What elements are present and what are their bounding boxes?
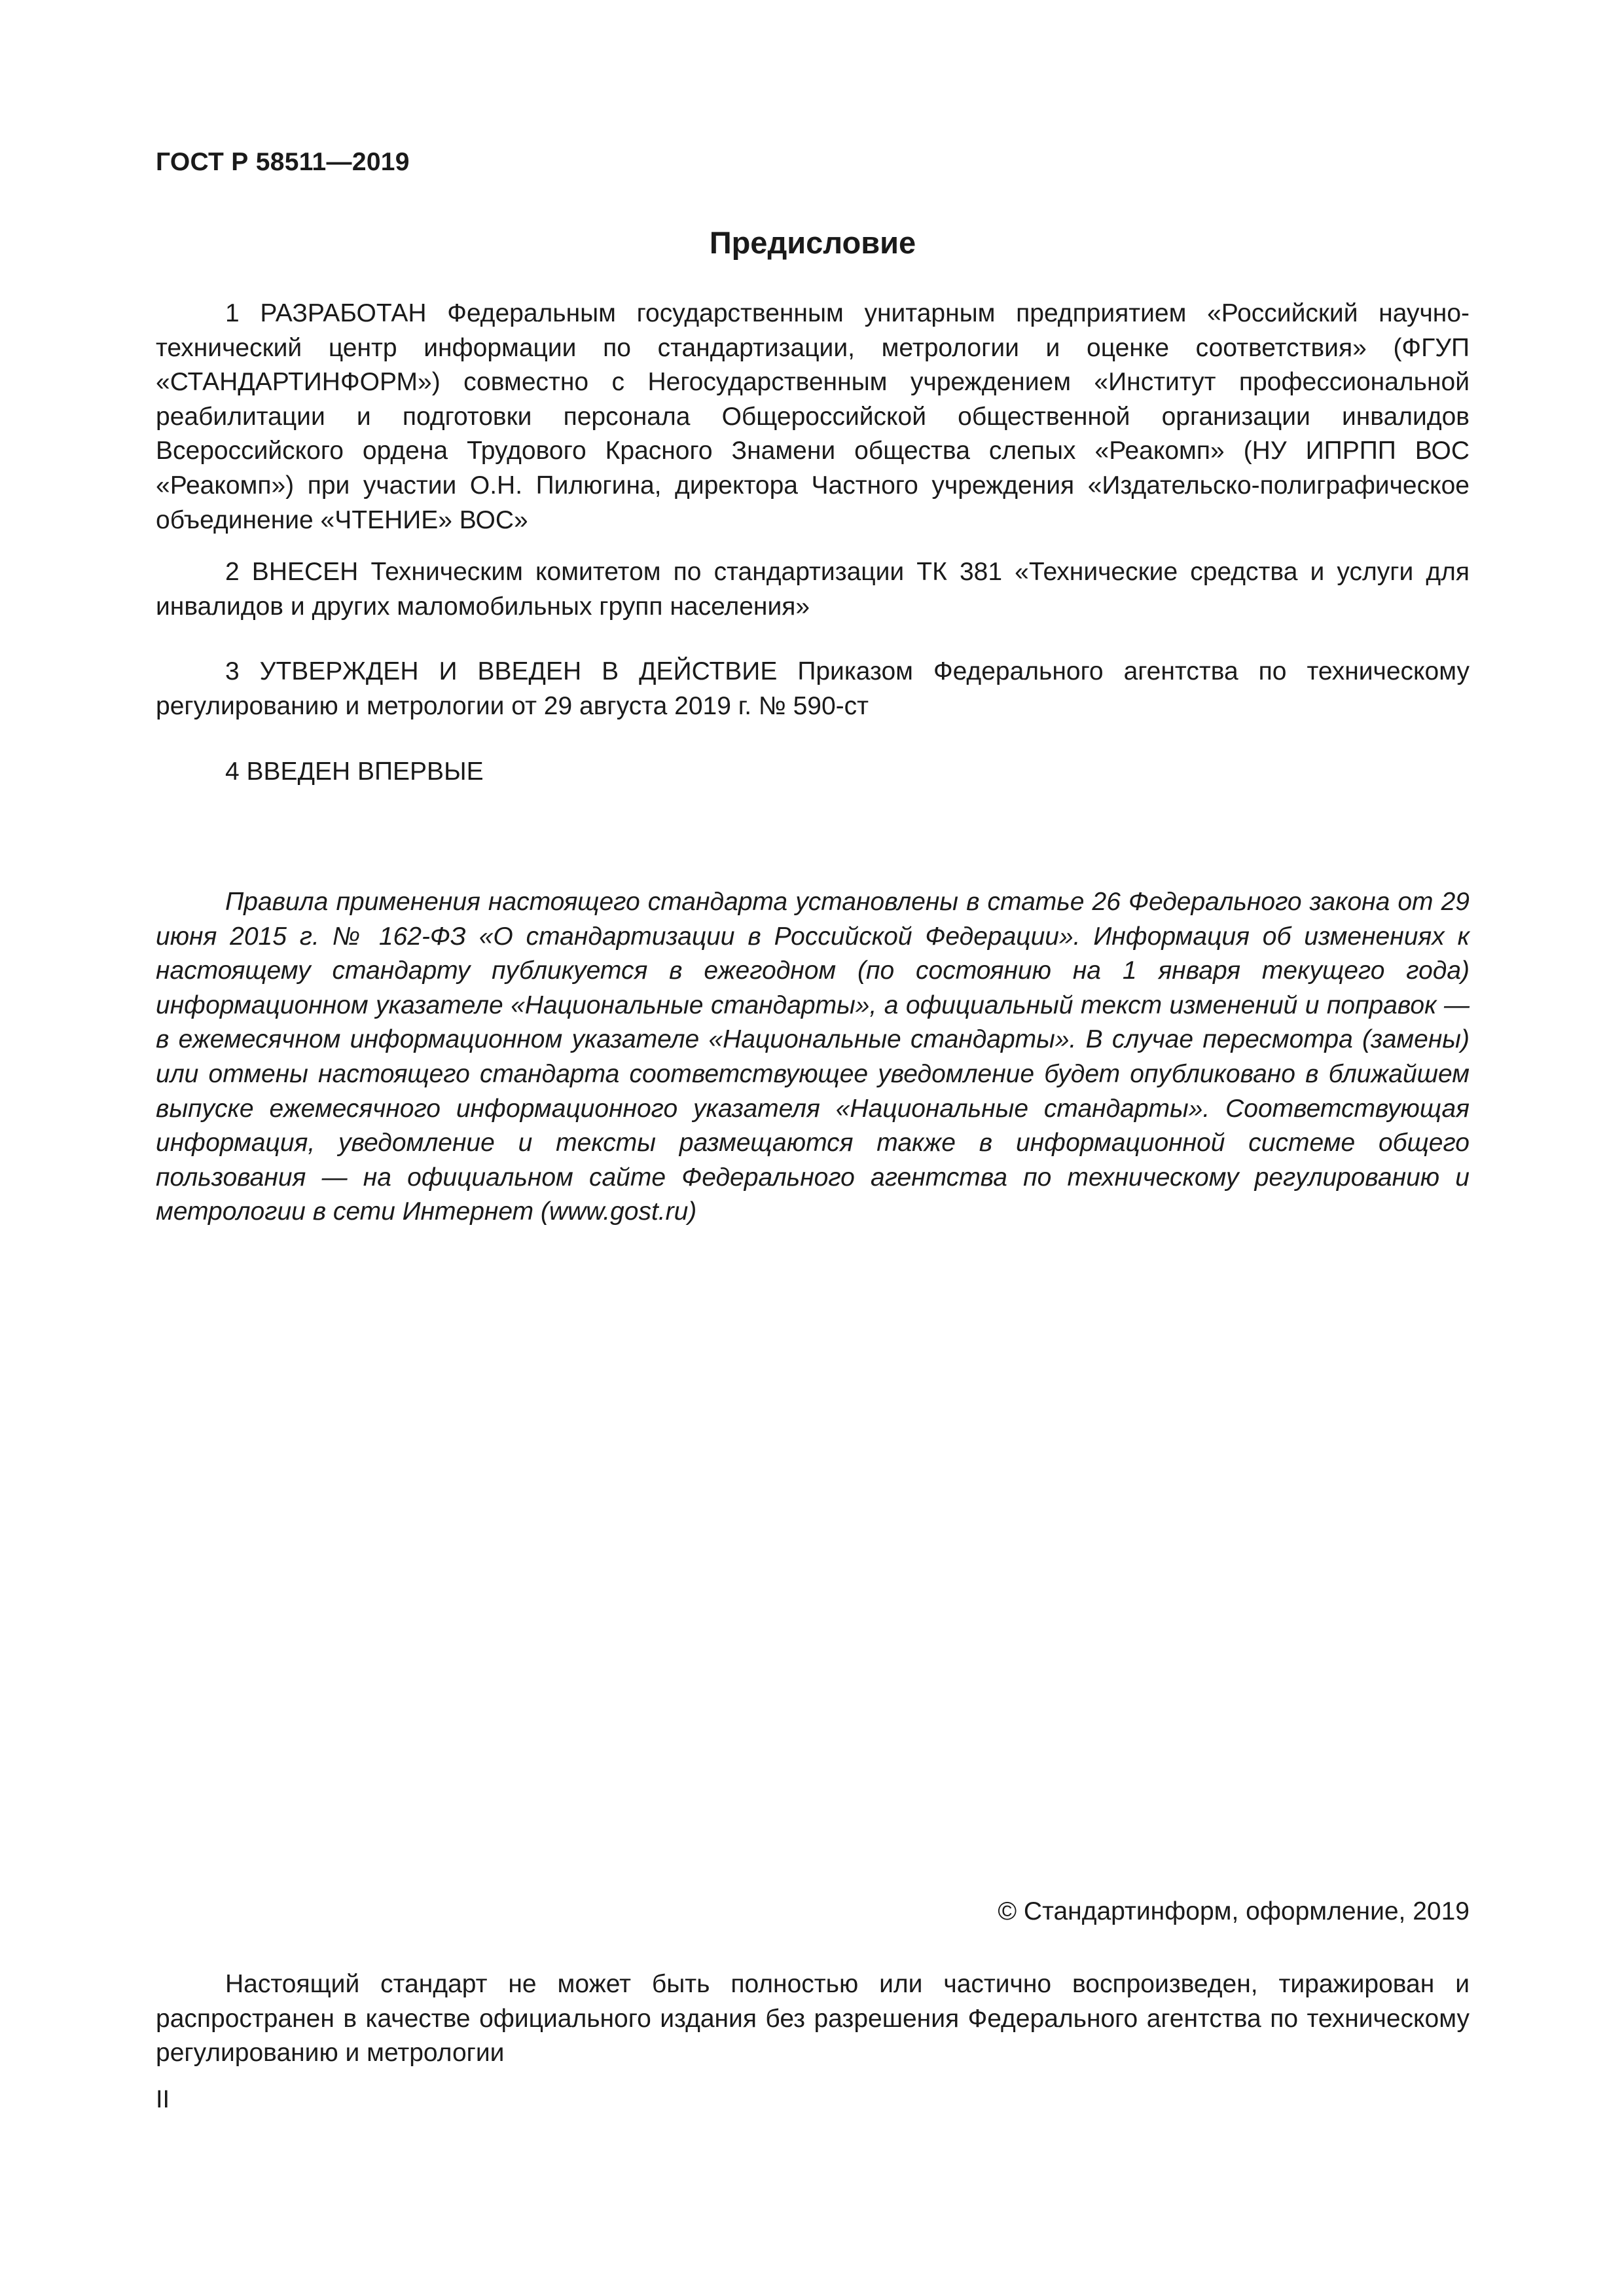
copyright-line: © Стандартинформ, оформление, 2019 bbox=[998, 1897, 1470, 1925]
foreword-item-1: 1 РАЗРАБОТАН Федеральным государственным унитарным предприятием «Российский научно-технический центр информации по стандартизации, метрологии и оценке соответствия» (ФГУП «СТАНДАРТИНФОРМ») совместно с Негосударственным учреждением «Институт профессиональной реабилитации и подготовки персонала Общероссийской общественной организации инвалидов Всероссийского ордена Трудового Красного Знамени общества слепых «Реакомп» (НУ ИПРПП ВОС «Реакомп») при участии О.Н. Пилюгина, директора Частного учреждения «Издательско-полиграфическое объединение «ЧТЕНИЕ» ВОС» bbox=[156, 299, 1470, 534]
foreword-item-3: 3 УТВЕРЖДЕН И ВВЕДЕН В ДЕЙСТВИЕ Приказом Федерального агентства по техническому регулированию и метрологии от 29 августа 2019 г. № 590-ст bbox=[156, 657, 1470, 720]
document-code: ГОСТ Р 58511—2019 bbox=[156, 148, 410, 176]
page-number: II bbox=[156, 2086, 170, 2113]
foreword-item-4: 4 ВВЕДЕН ВПЕРВЫЕ bbox=[225, 757, 484, 786]
reproduction-rights-notice: Настоящий стандарт не может быть полностью или частично воспроизведен, тиражирован и распространен в качестве официального издания без разрешения Федерального агентства по техническому регулированию и метрологии bbox=[156, 1970, 1470, 2068]
standard-application-notice: Правила применения настоящего стандарта установлены в статье 26 Федерального закона от 29 июня 2015 г. № 162-ФЗ «О стандартизации в Российской Федерации». Информация об изменениях к настоящему стандарту публикуется в ежегодном (по состоянию на 1 января текущего года) информационном указателе «Национальные стандарты», а официальный текст изменений и поправок — в ежемесячном информационном указателе «Национальные стандарты». В случае пересмотра (замены) или отмены настоящего стандарта соответствующее уведомление будет опубликовано в ближайшем выпуске ежемесячного информационного указателя «Национальные стандарты». Соответствующая информация, уведомление и тексты размещаются также в информационной системе общего пользования — на официальном сайте Федерального агентства по техническому регулированию и метрологии в сети Интернет (www.gost.ru) bbox=[156, 888, 1470, 1226]
foreword-item-2: 2 ВНЕСЕН Техническим комитетом по стандартизации ТК 381 «Технические средства и услуги для инвалидов и других маломобильных групп населения» bbox=[156, 558, 1470, 621]
section-title: Предисловие bbox=[709, 225, 916, 260]
